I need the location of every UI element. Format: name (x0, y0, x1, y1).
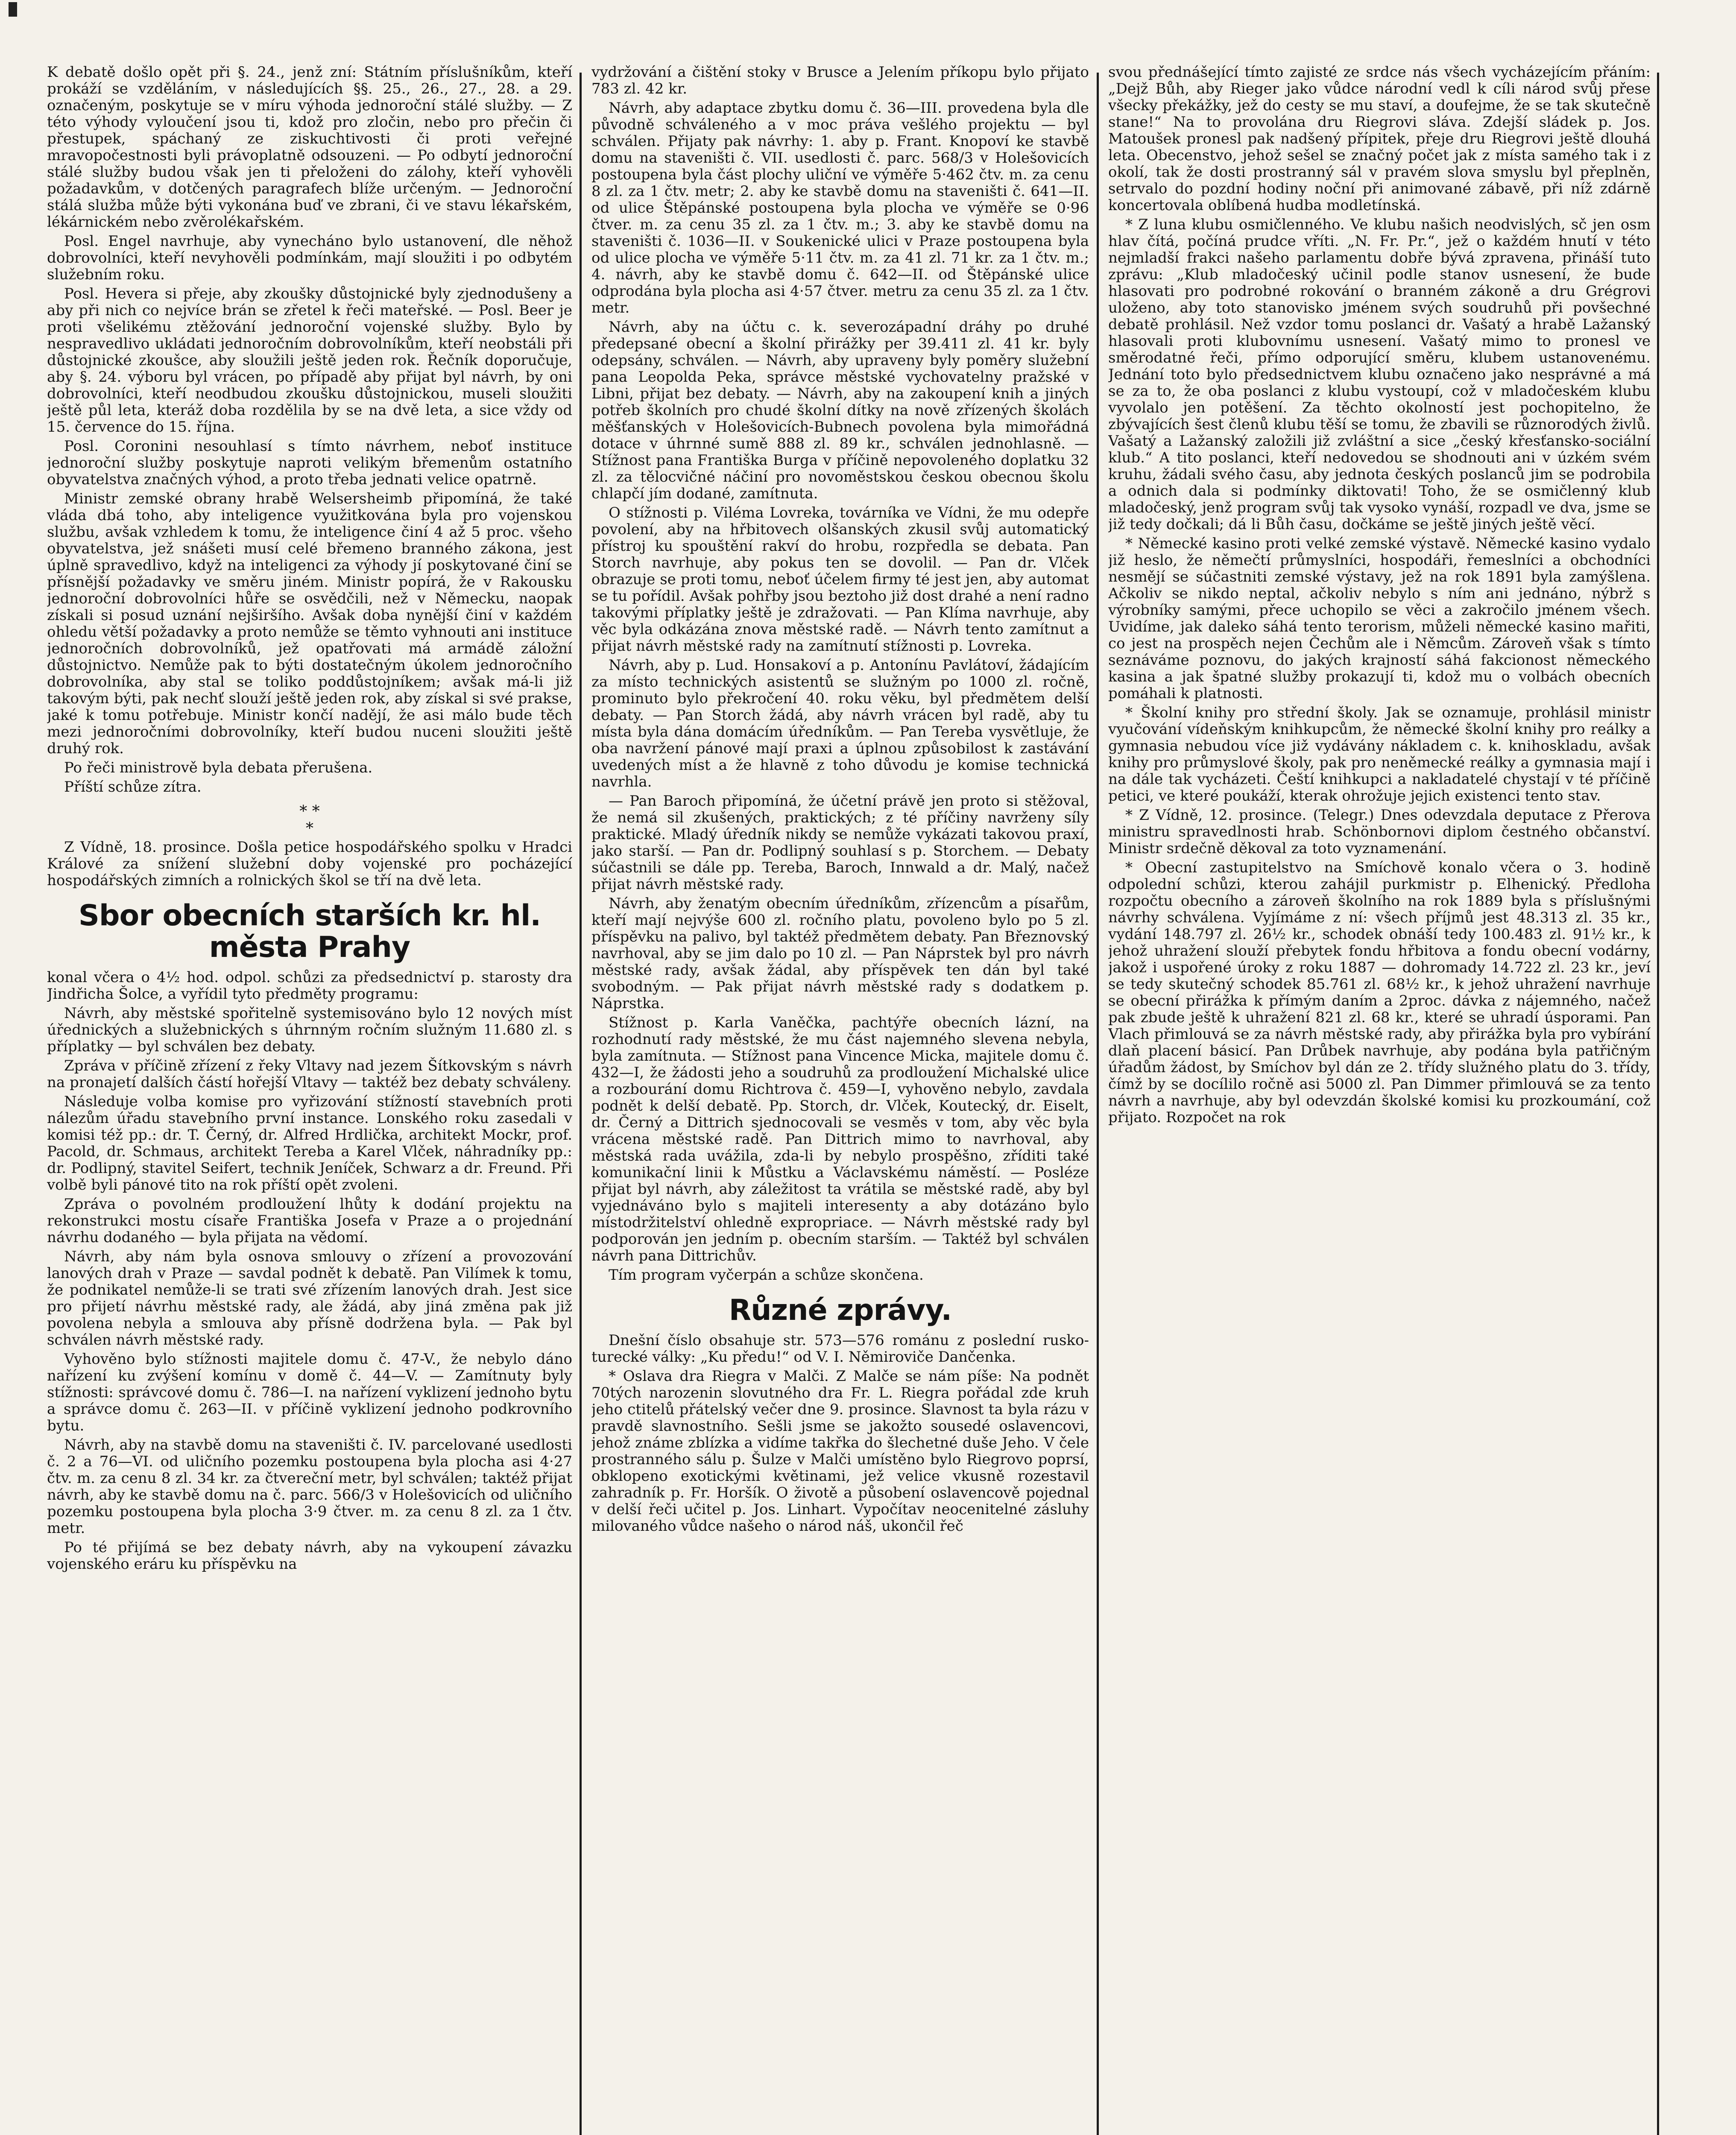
article-paragraph: svou přednášející tímto zajisté ze srdce nás všech vycházejícím přáním: „Dejž Bůh, aby Rieger jako vůdce národní vedl k cíli národ svůj přese všecky překážky, jež do cesty se mu staví, a doufejme, že se tak skutečně stane!“ Na to provolána dru Riegrovi sláva. Zdejší sládek p. Jos. Matoušek pronesl pak nadšený přípitek, přeje dru Riegrovi ještě dlouhá leta. Obecenstvo, jehož sešel se značný počet jak z místa samého tak i z okolí, tak že dosti prostranný sál v pravém slova smyslu byl přeplněn, setrvalo do pozdní hodiny noční při animované zábavě, při níž zdárně koncertovala oblíbená hudba modletínská. (1108, 64, 1651, 214)
article-paragraph: * Obecní zastupitelstvo na Smíchově konalo včera o 3. hodině odpolední schůzi, kterou zahájil purkmistr p. Elhenický. Předloha rozpočtu obecního a zároveň školního na rok 1889 byla s příslušnými návrhy schválena. Vyjímáme z ní: všech příjmů jest 48.313 zl. 35 kr., vydání 148.797 zl. 26½ kr., schodek obnáší tedy 100.483 zl. 91½ kr., k jehož uhražení slouží přebytek fondu hřbitova a fondu obecní vodárny, jakož i uspořené úroky z roku 1887 — dohromady 14.722 zl. 23 kr., jeví se tedy skutečný schodek 85.761 zl. 68½ kr., k jehož uhražení navrhuje se obecní přirážka k přímým daním a 2proc. dávka z nájemného, načež pak zbude ještě k uhražení 821 zl. 68 kr., které se uhradí úsporami. Pan Vlach přimlouvá se za návrh městské rady, aby přirážka byla pro vybírání dlaň placení básicí. Pan Drůbek navrhuje, aby podána byla patřičným úřadům žádost, by Smíchov byl dán ze 2. třídy služného platu do 3. třídy, čímž by se docílilo ročně asi 5000 zl. Pan Dimmer přimlouvá se za tento návrh a navrhuje, aby byl odevzdán školské komisi ku prozkoumání, což přijato. Rozpočet na rok (1108, 859, 1651, 1126)
corner-mark (9, 2, 17, 17)
article-paragraph: Tím program vyčerpán a schůze skončena. (609, 1266, 924, 1284)
article-paragraph: Zpráva o povolném prodloužení lhůty k dodání projektu na rekonstrukci mostu císaře Františka Josefa v Praze a o projednání návrhu dodaného — byla přijata na vědomí. (47, 1196, 572, 1246)
article-paragraph: * Německé kasino proti velké zemské výstavě. Německé kasino vydalo již heslo, že němečtí průmyslníci, hospodáři, řemeslníci a obchodníci nesmějí se súčastniti zemské výstavy, jež na rok 1891 byla zamýšlena. Ačkoliv se nikdo neptal, ačkoliv nebylo s ním ani jednáno, nýbrž s výrobníky samými, přece uchopilo se věci a zakročilo jménem všech. Uvidíme, jak daleko sáhá tento terorism, můželi německé kasino mařiti, co jest na prospěch nejen Čechům ale i Němcům. Zároveň však s tímto seznáváme poznovu, do jakých krajností sáhá fakcionost německého kasina a jak špatné služby prokazují ti, kdož mu o volbách obecních pomáhali k platnosti. (1108, 535, 1651, 702)
article-paragraph: Po té přijímá se bez debaty návrh, aby na vykoupení závazku vojenského eráru ku příspěvku na (47, 1539, 572, 1573)
article-paragraph: Ministr zemské obrany hrabě Welsersheimb připomíná, že také vláda dbá toho, aby inteligence využitkována byla pro vojenskou službu, avšak vzhledem k tomu, že inteligence činí 4 až 5 proc. všeho obyvatelstva, jež snášeti musí celé břemeno branného zákona, jest úplně spravedlivo, když na inteligenci za výhody jí poskytované činí se přísnější požadavky ve směru jiném. Ministr popírá, že v Rakousku jednoroční dobrovolníci hůře se osvědčili, než v Německu, naopak získali si posud uznání nejširšího. Avšak doba nynější činí v každém ohledu větší požadavky a proto nemůže se těmto vyhnouti ani instituce jednoročních dobrovolníků, jež opatřovati má armádě záložní důstojnictvo. Nemůže pak to býti dostatečným úkolem jednoročního dobrovolníka, aby stal se toliko poddůstojníkem; avšak má-li již takovým býti, pak nechť slouží ještě jeden rok, aby získal si své prakse, jaké k tomu potřebuje. Ministr končí nadějí, že asi málo bude těch mezi jednoročními dobrovolníky, kteří budou nuceni sloužiti ještě druhý rok. (47, 490, 572, 757)
section-headline: Sbor obecních starších kr. hl. města Prahy (78, 899, 541, 964)
column-2 (591, 64, 1089, 2135)
column-rule-1 (580, 73, 582, 2135)
article-paragraph: O stížnosti p. Viléma Lovreka, továrníka ve Vídni, že mu odepře povolení, aby na hřbitovech olšanských zkusil svůj automatický přístroj ku spouštění rakví do hrobu, rozpředla se debata. Pan Storch navrhuje, aby pokus ten se dovolil. — Pan dr. Vlček obrazuje se proti tomu, neboť účelem firmy té jest jen, aby automat se tu pořídil. Avšak pohřby jsou beztoho již dost drahé a není radno takovými příplatky ještě je zdražovati. — Pan Klíma navrhuje, aby věc byla odkázána znova městské radě. — Návrh tento zamítnut a přijat návrh městské rady na zamítnutí stížnosti p. Lovreka. (591, 504, 1089, 655)
article-paragraph: Návrh, aby nám byla osnova smlouvy o zřízení a provozování lanových drah v Praze — savdal podnět k debatě. Pan Vilímek k tomu, že podnikatel nemůže-li se trati své zřízením lanových drah. Jest sice pro přijetí návrhu městské rady, ale žádá, aby jiná změna pak již povolena nebyla a smlouva aby přísně dodržena byla. — Pak byl schválen návrh městské rady. (47, 1248, 572, 1348)
article-paragraph: vydržování a čištění stoky v Brusce a Jelením příkopu bylo přijato 783 zl. 42 kr. (591, 64, 1089, 97)
article-paragraph: — Pan Baroch připomíná, že účetní právě jen proto si stěžoval, že nemá sil zkušených, praktických; z té příčiny navrženy síly praktické. Mladý úředník nikdy se nemůže vykázati takovou praxí, jako starší. — Pan dr. Podlipný souhlasí s p. Storchem. — Debaty súčastnili se dále pp. Tereba, Baroch, Innwald a dr. Malý, načež přijat návrh městské rady. (591, 793, 1089, 893)
article-paragraph: Z Vídně, 18. prosince. Došla petice hospodářského spolku v Hradci Králové za snížení služební doby vojenské pro pocházející hospodářských zimních a rolnických škol se tří na dvě leta. (47, 839, 572, 889)
article-paragraph: * Školní knihy pro střední školy. Jak se oznamuje, prohlásil ministr vyučování vídeňským knihkupcům, že německé školní knihy pro reálky a gymnasia nebudou více již vydávány nákladem c. k. knihoskladu, avšak knihy pro průmyslové školy, pak pro neněmecké reálky a gymnasia mají i na dále tak vycházeti. Čeští knihkupci a nakladatelé chystají v té příčině petici, ve které poukáží, kterak ohrožuje jejich existenci tento stav. (1108, 704, 1651, 804)
article-paragraph: Dnešní číslo obsahuje str. 573—576 románu z poslední rusko-turecké války: „Ku předu!“ od V. I. Němiroviče Dančenka. (591, 1332, 1089, 1366)
article-paragraph: * Z Vídně, 12. prosince. (Telegr.) Dnes odevzdala deputace z Přerova ministru spravedlnosti hrab. Schönbornovi diplom čestného občanství. Ministr srdečně děkoval za toto vyznamenání. (1108, 807, 1651, 857)
column-3 (1108, 64, 1651, 2135)
article-paragraph: Zpráva v příčině zřízení z řeky Vltavy nad jezem Šítkovským s návrh na pronajetí dalších částí hořejší Vltavy — taktéž bez debaty schváleny. (47, 1057, 572, 1091)
article-paragraph: * Oslava dra Riegra v Malči. Z Malče se nám píše: Na podnět 70tých narozenin slovutného dra Fr. L. Riegra pořádal zde kruh jeho ctitelů přátelský večer dne 9. prosince. Slavnost ta byla rázu v pravdě slavnostního. Sešli jsme se jakožto sousedé oslavencovi, jehož známe zblízka a vidíme takřka do šlechetné duše Jeho. V čele prostranného sálu p. Šulze v Malči umístěno bylo Riegrovo poprsí, obklopeno exotickými květinami, jež velice vkusně rozestavil zahradník p. Fr. Horšík. O životě a působení oslavencově pojednal v delší řeči učitel p. Jos. Linhart. Vypočítav neocenitelné zásluhy milovaného vůdce našeho o národ náš, ukončil řeč (591, 1368, 1089, 1535)
article-paragraph: Návrh, aby na účtu c. k. severozápadní dráhy po druhé předepsané obecní a školní přirážky per 39.411 zl. 41 kr. byly odepsány, schválen. — Návrh, aby upraveny byly poměry služební pana Leopolda Peka, správce městské vychovatelny pražské v Libni, přijat bez debaty. — Návrh, aby na zakoupení knih a jiných potřeb školních pro chudé školní dítky na nově zřízených školách měšťanských v Holešovicích-Bubnech povolena byla mimořádná dotace v úhrnné sumě 888 zl. 89 kr., schválen jednohlasně. — Stížnost pana Františka Burga v příčině nepovoleného doplatku 32 zl. za tělocvičné náčiní pro novoměstskou českou obecnou školu chlapčí jím dodané, zamítnuta. (591, 319, 1089, 502)
column-rule-2 (1097, 73, 1099, 2135)
article-paragraph: Návrh, aby na stavbě domu na staveništi č. IV. parcelované usedlosti č. 2 a 76—VI. od uličního pozemku postoupena byla plocha asi 4·27 čtv. m. za cenu 8 zl. 34 kr. za čtvereční metr, byl schválen; taktéž přijat návrh, aby ke stavbě domu na č. parc. 566/3 v Holešovicích od uličního pozemku postoupena byla plocha 3·9 čtver. m. za cenu 8 zl. za 1 čtv. metr. (47, 1436, 572, 1537)
article-paragraph: Návrh, aby městské spořitelně systemisováno bylo 12 nových míst úřednických a služebnických s úhrnným ročním služným 11.680 zl. s příplatky — byl schválen bez debaty. (47, 1005, 572, 1055)
section-headline: Různé zprávy. (729, 1293, 952, 1327)
article-paragraph: K debatě došlo opět při §. 24., jenž zní: Státním příslušníkům, kteří prokáží se vzděláním, v následujících §§. 25., 26., 27., 28. a 29. označeným, poskytuje se v míru výhoda jednoroční stálé služby. — Z této výhody vyloučení jsou ti, kdož pro zločin, nebo pro přečin či přestupek, spáchaný ze ziskuchtivosti či proti veřejné mravopočestnosti byli právoplatně odsouzeni. — Po odbytí jednoroční stálé služby budou však jen ti přeloženi do zálohy, kteří vyhověli požadavkům, v dotčených paragrafech blíže určeným. — Jednoroční stálá služba může býti vykonána buď ve zbrani, či ve stavu lékařském, lékárnickém nebo zvěrolékařském. (47, 64, 572, 231)
article-paragraph: Stížnost p. Karla Vaněčka, pachtýře obecních lázní, na rozhodnutí rady městské, že mu část najemného slevena nebyla, byla zamítnuta. — Stížnost pana Vincence Micka, majitele domu č. 432—I, že žádosti jeho a soudruhů za prodloužení Michalské ulice a rozbourání domu Richtrova č. 459—I, vyhověno nebylo, zavdala podnět k delší debatě. Pp. Storch, dr. Vlček, Koutecký, dr. Eiselt, dr. Černý a Dittrich sjednocovali se vesměs v tom, aby věc byla vrácena městské radě. Pan Dittrich mimo to navrhoval, aby městská rada uvážila, zda-li by nebylo prospěšno, zříditi také komunikační linii k Můstku a Václavskému náměstí. — Posléze přijat byl návrh, aby záležitost ta vrátila se městské radě, aby byl vyjednáváno bylo s majiteli interesenty a aby dotázáno bylo místodržitelství ohledně expropriace. — Návrh městské rady byl podporován jen jedním p. obecním starším. — Taktéž byl schválen návrh pana Dittrichův. (591, 1014, 1089, 1264)
article-paragraph: konal včera o 4½ hod. odpol. schůzi za předsednictví p. starosty dra Jindřicha Šolce, a vyřídil tyto předměty programu: (47, 969, 572, 1003)
article-paragraph: Vyhověno bylo stížnosti majitele domu č. 47-V., že nebylo dáno nařízení ku zvýšení komínu v domě č. 44—V. — Zamítnuty byly stížnosti: správcové domu č. 786—I. na nařízení vyklizení jednoho bytu a správce domu č. 263—II. v příčině vyklizení jednoho podkrovního bytu. (47, 1351, 572, 1434)
article-paragraph: Následuje volba komise pro vyřizování stížností stavebních proti nálezům úřadu stavebního první instance. Lonského roku zasedali v komisi též pp.: dr. T. Černý, dr. Alfred Hrdlička, architekt Mockr, prof. Pacold, dr. Schmaus, architekt Tereba a Karel Vlček, náhradníky pp.: dr. Podlipný, stavitel Seifert, technik Jeníček, Schwarz a dr. Freund. Při volbě byli pánové tito na rok příští opět zvoleni. (47, 1093, 572, 1193)
column-1 (47, 64, 572, 2135)
article-paragraph: Po řeči ministrově byla debata přerušena. (64, 759, 373, 776)
article-paragraph: * Z luna klubu osmičlenného. Ve klubu našich neodvislých, sč jen osm hlav čítá, počíná prudce vříti. „N. Fr. Pr.“, jež o každém hnutí v této nejmladší frakci našeho parlamentu dobře bývá zpravena, přináší tuto zprávu: „Klub mladočeský učinil podle stanov usnesení, že bude hlasovati pro podrobné rokování o branném zákoně a dru Grégrovi uloženo, aby toto stanovisko jménem svých soudruhů při povšechné debatě prohlásil. Než vzdor tomu poslanci dr. Vašatý a hrabě Lažanský hlasovali proti klubovnímu usnesení. Vašatý mimo to pronesl ve směrodatné řeči, přímo odporující směru, klubem ustanovenému. Jednání toto bylo předsednictvem klubu označeno jako nesprávné a má se za to, že oba poslanci z klubu vystoupí, což v mladočeském klubu vyvolalo jen potěšení. Za těchto okolností jest pochopitelno, že zbývajících šest členů klubu těší se tomu, že zbavili se různorodých živlů. Vašatý a Lažanský založili již zvláštní a sice „český křesťansko-sociální klub.“ A tito poslanci, kteří nedovedou se shodnouti ani v úzkém svém kruhu, žádali svého času, aby jednota českých poslanců jim se podrobila a odnich dala si podmínky diktovati! Toho, že se osmičlenný klub mladočeský, jenž program svůj tak vysoko vynáší, rozpadl ve dva, jsme se již tedy dočkali; dá li Bůh času, dočkáme se ještě jiných ještě věcí. (1108, 216, 1651, 533)
article-paragraph: Posl. Coronini nesouhlasí s tímto návrhem, neboť instituce jednoroční služby poskytuje naproti velikým břemenům ostatního obyvatelstva značných výhod, a proto třeba jednati velice opatrně. (47, 438, 572, 488)
column-rule-3 (1657, 73, 1659, 2135)
article-paragraph: Návrh, aby ženatým obecním úředníkům, zřízencům a písařům, kteří mají nejvýše 600 zl. ročního platu, povoleno bylo po 5 zl. příspěvku na palivo, byl taktéž předmětem debaty. Pan Březnovský navrhoval, aby se jim dalo po 10 zl. — Pan Náprstek byl pro návrh městské rady, avšak žádal, aby příspěvek ten dán byl také svobodným. — Pak přijat návrh městské rady s dodatkem p. Náprstka. (591, 895, 1089, 1012)
article-paragraph: Posl. Hevera si přeje, aby zkoušky důstojnické byly zjednodušeny a aby při nich co nejvíce brán se zřetel k řeči mateřské. — Posl. Beer je proti všelikému ztěžování jednoroční vojenské služby. Bylo by nespravedlivo ukládati jednoročním dobrovolníkům, kteří neobstáli při důstojnické zkoušce, aby sloužili ještě jeden rok. Řečník doporučuje, aby §. 24. výboru byl vrácen, po případě aby přijat byl návrh, by oni dobrovolníci, kteří neodbudou zkoušku důstojnickou, museli sloužiti ještě půl leta, kteráž doba rozdělila by se na dvě leta, a sice vždy od 15. července do 15. října. (47, 285, 572, 436)
article-paragraph: Návrh, aby p. Lud. Honsakoví a p. Antonínu Pavlátoví, žádajícím za místo technických asistentů se služným po 1000 zl. ročně, prominuto bylo překročení 40. roku věku, byl předmětem delší debaty. — Pan Storch žádá, aby návrh vrácen byl radě, aby tu místa byla dána domácím úředníkům. — Pan Tereba vysvětluje, že oba navržení pánové mají praxi a úplnou způsobilost k zastávání uvedených míst a že hlavně z toho důvodu je komise technická navrhla. (591, 657, 1089, 790)
article-paragraph: Příští schůze zítra. (64, 778, 202, 796)
article-paragraph: Návrh, aby adaptace zbytku domu č. 36—III. provedena byla dle původně schváleného a v moc práva vešlého projektu — byl schválen. Přijaty pak návrhy: 1. aby p. Frant. Knopoví ke stavbě domu na staveništi č. VII. usedlosti č. parc. 568/3 v Holešovicích postoupena byla část plochy uliční ve výměře 5·462 čtv. m. za cenu 8 zl. za 1 čtv. metr; 2. aby ke stavbě domu na staveništi č. 641—II. od ulice Štěpánské postoupena byla plocha ve výměře se 0·96 čtver. m. za cenu 35 zl. za 1 čtv. m.; 3. aby ke stavbě domu na staveništi č. 1036—II. v Soukenické ulici v Praze postoupena byla od ulice plocha ve výměře 5·11 čtv. m. za 41 zl. 71 kr. za 1 čtv. m.; 4. návrh, aby ke stavbě domu č. 642—II. od Štěpánské ulice odprodána byla plocha asi 4·57 čtver. metru za cenu 35 zl. za 1 čtv. metr. (591, 99, 1089, 316)
asterism-separator: * * * (299, 803, 320, 837)
article-paragraph: Posl. Engel navrhuje, aby vynecháno bylo ustanovení, dle něhož dobrovolníci, kteří nevyhověli podmínkám, mají sloužiti i po odbytém služebním roku. (47, 233, 572, 283)
